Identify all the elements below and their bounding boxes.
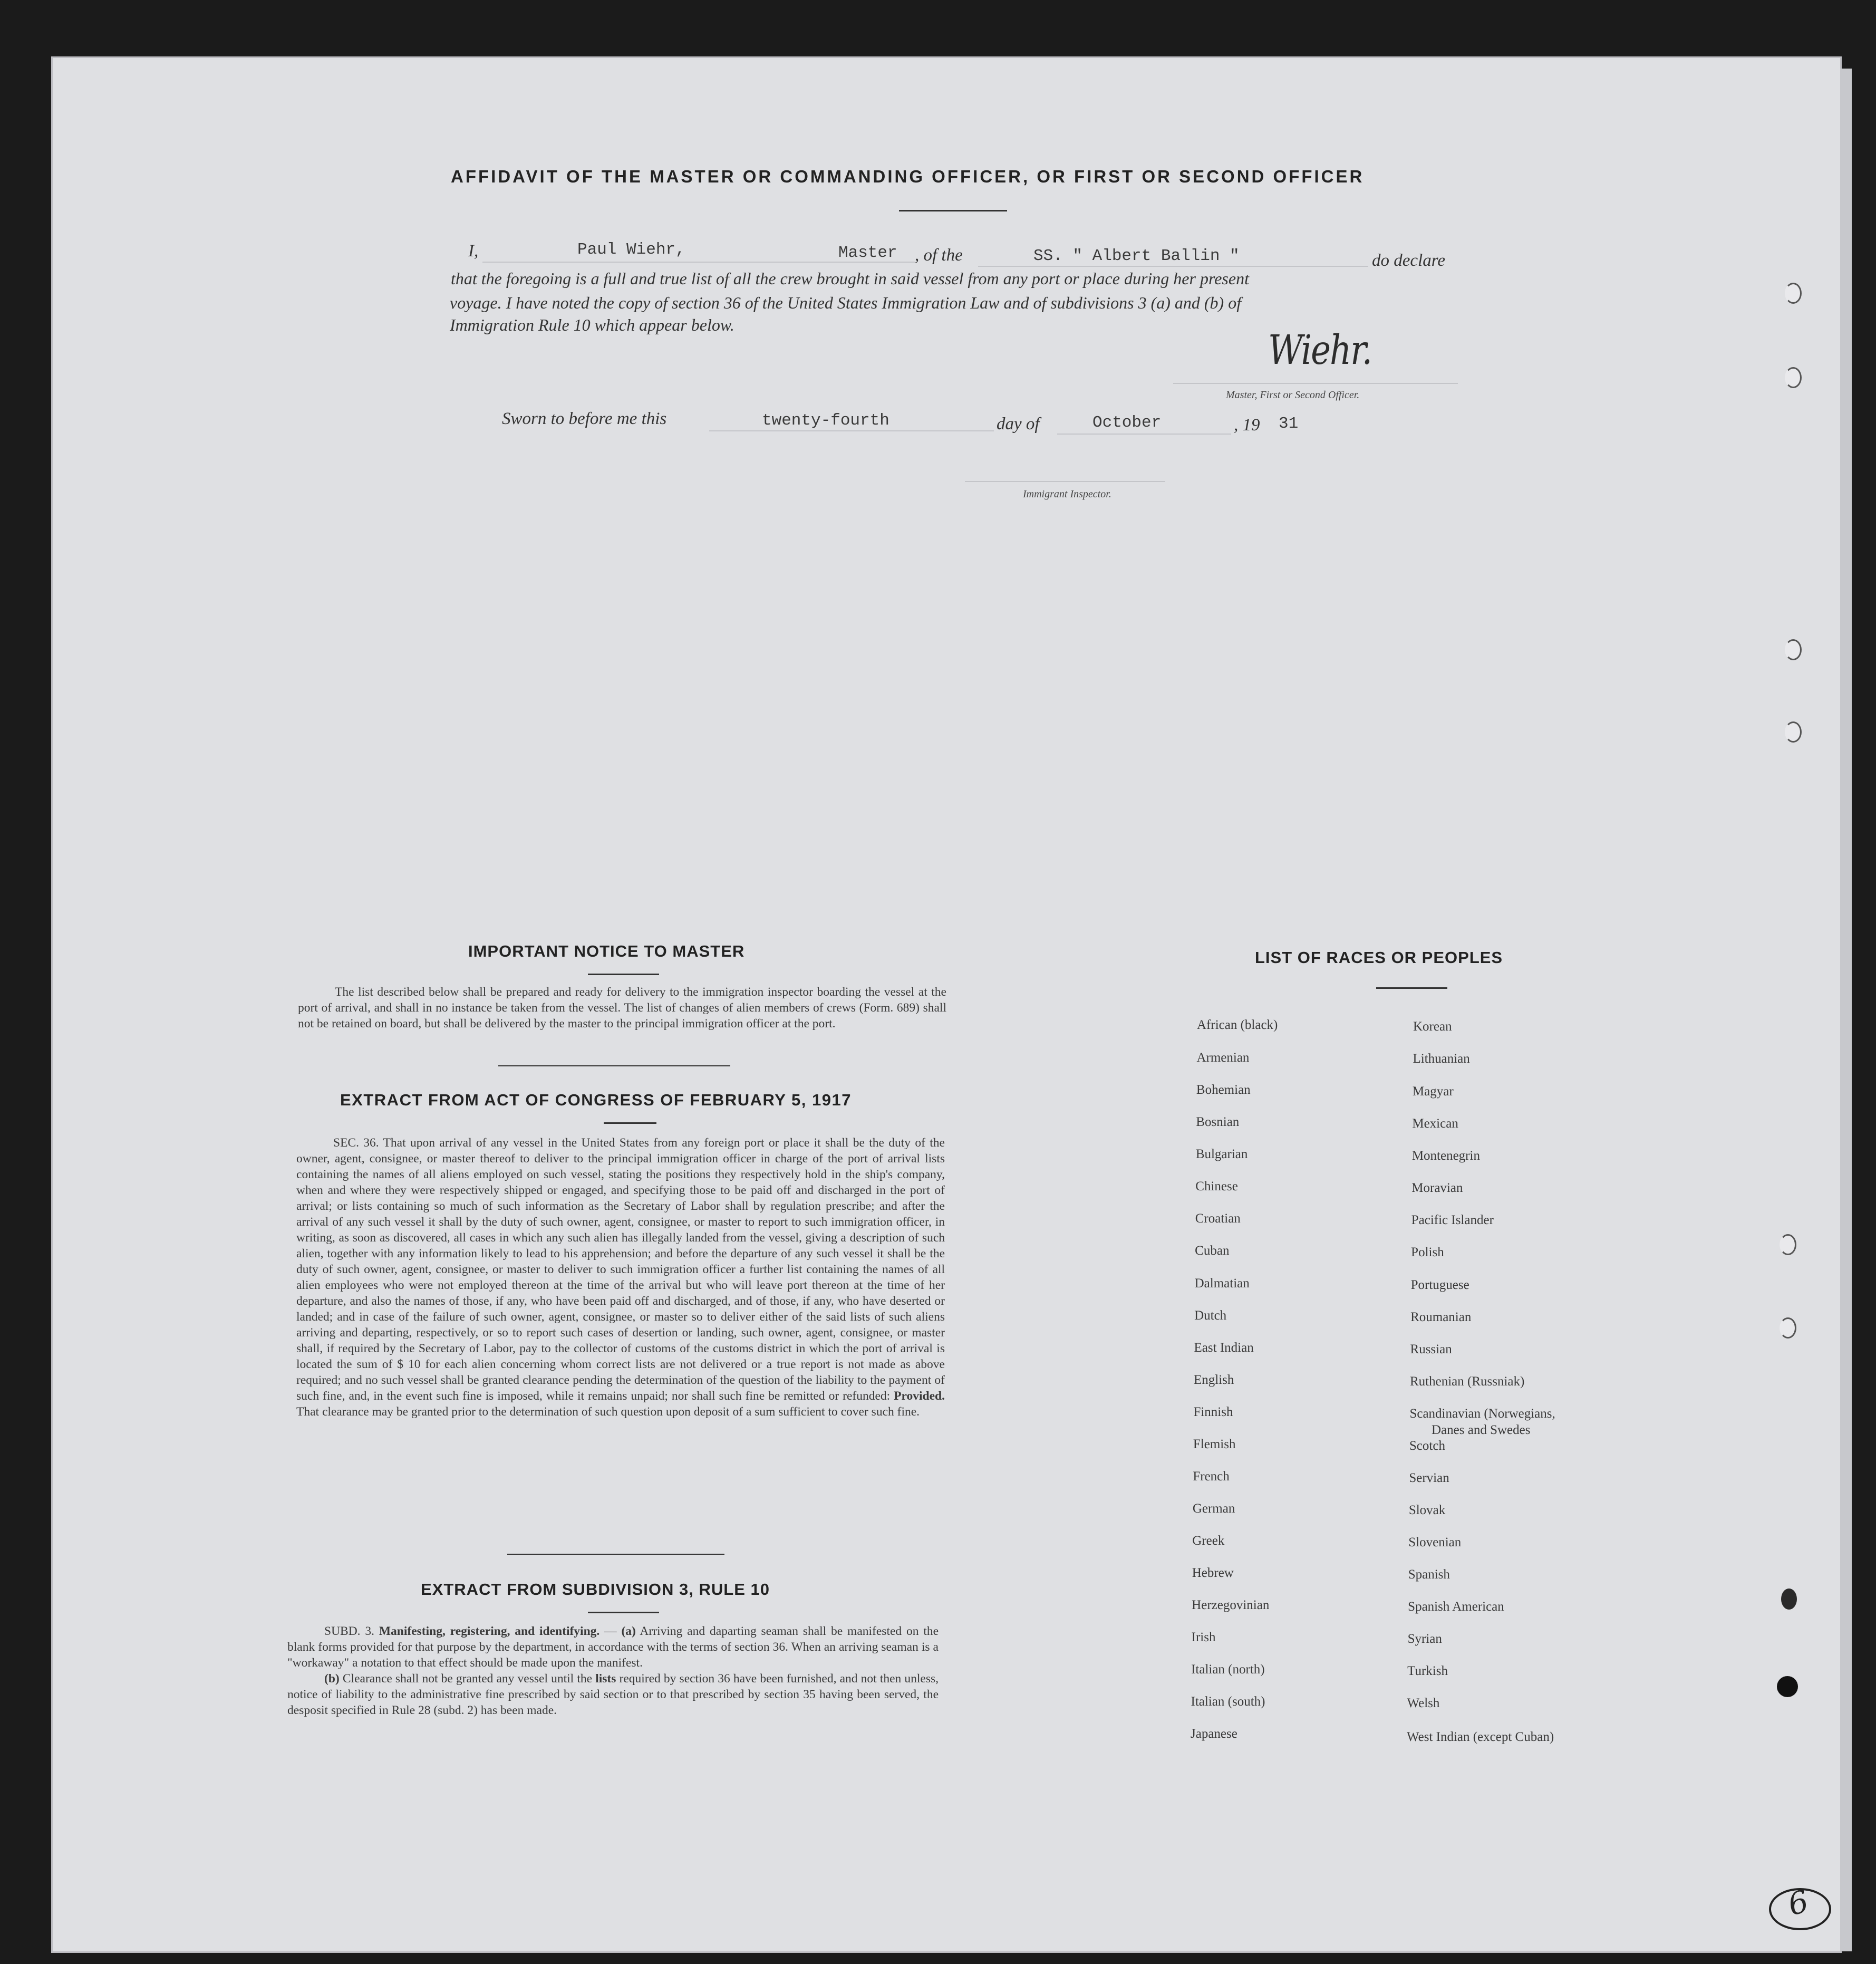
race-item: Mexican bbox=[1412, 1116, 1458, 1131]
race-item: Spanish American bbox=[1408, 1600, 1504, 1614]
race-item: Bohemian bbox=[1196, 1083, 1251, 1097]
affidavit-title: AFFIDAVIT OF THE MASTER OR COMMANDING OFFICER, OR FIRST OR SECOND OFFICER bbox=[451, 167, 1365, 186]
race-item: Russian bbox=[1410, 1342, 1452, 1356]
race-item: Ruthenian (Russniak) bbox=[1410, 1374, 1525, 1389]
race-item: Cuban bbox=[1195, 1244, 1230, 1258]
race-item: Welsh bbox=[1407, 1696, 1440, 1710]
binder-hole bbox=[1780, 1234, 1796, 1255]
affidavit-i: I, bbox=[468, 242, 479, 261]
race-item: Lithuanian bbox=[1413, 1052, 1470, 1066]
race-item: Dutch bbox=[1194, 1308, 1227, 1323]
race-item: Irish bbox=[1191, 1630, 1216, 1644]
race-item: Korean bbox=[1413, 1019, 1452, 1034]
race-item: Herzegovinian bbox=[1192, 1598, 1270, 1612]
race-item: Montenegrin bbox=[1411, 1149, 1480, 1163]
race-item: Greek bbox=[1192, 1534, 1225, 1548]
race-item: Japanese bbox=[1191, 1727, 1237, 1741]
race-item: Bulgarian bbox=[1195, 1147, 1248, 1161]
vessel-fill-line bbox=[978, 266, 1368, 267]
race-scandinavian-continued: Danes and Swedes bbox=[1432, 1423, 1531, 1437]
race-item: Dalmatian bbox=[1194, 1276, 1250, 1291]
page-number: 6 bbox=[1784, 1883, 1813, 1923]
race-item: West Indian (except Cuban) bbox=[1407, 1730, 1554, 1744]
act-end-rule bbox=[507, 1554, 724, 1555]
notice-title: IMPORTANT NOTICE TO MASTER bbox=[468, 942, 745, 960]
act-body: SEC. 36. That upon arrival of any vessel in the United States from any foreign port or place it shall be the duty of the owner, agent, consignee, or master thereof to deliver to the principal immigration officer in charge of the port of arrival lists containing the names of all aliens employed on such vessel, stating the positions they respectively hold in the ship's company, when and where they were respectively shipped or engaged, and specifying those to be paid off and discharged in the port of arrival; or lists containing so much of such information as the Secretary of Labor shall by regulation prescribe; and after the arrival of any such vessel it shall by the duty of such owner, agent, consignee, or master to report to such immigration officer, in writing, as soon as discovered, all cases in which any such alien has illegally landed from the vessel, giving a description of such alien, together with any information likely to lead to his apprehension; and before the departure of any such vessel it shall be the duty of such owner, agent, consignee, or master to deliver to such immigration officer a further list containing the names of all alien employees who were not employed thereon at the time of the arrival but who will leave port thereon at the time of her departure, and also the names of those, if any, who have been paid off and discharged, and of those, if any, who have deserted or landed; and in case of the failure of such owner, agent, consignee, or master so to deliver either of the said lists of such aliens arriving and departing, respectively, or so to report such cases of desertion or landing, such owner, agent, consignee, or master shall, if required by the Secretary of Labor, pay to the collector of customs of the customs district in which the port of arrival is located the sum of $ 10 for each alien concerning whom correct lists are not delivered or a true report is not made as above required; and no such vessel shall be granted clearance pending the determination of the question of the liability to the payment of such fine, and, in the event such fine is imposed, while it remains unpaid; nor shall such fine be remitted or refunded: bbox=[296, 1136, 945, 1403]
race-item: Pacific Islander bbox=[1411, 1213, 1494, 1227]
race-item: Flemish bbox=[1193, 1437, 1236, 1451]
race-item: Bosnian bbox=[1196, 1115, 1240, 1129]
act-body-end: That clearance may be granted prior to the determination of such question upon deposit of a sum sufficient to cover such fine. bbox=[296, 1405, 920, 1419]
act-title: EXTRACT FROM ACT OF CONGRESS OF FEBRUARY 5, 1917 bbox=[340, 1091, 852, 1109]
race-item: Moravian bbox=[1411, 1181, 1463, 1195]
race-item: Scandinavian (Norwegians, bbox=[1409, 1407, 1555, 1421]
master-rank: Master bbox=[838, 244, 897, 262]
inspector-line bbox=[965, 481, 1165, 482]
subdivision-title: EXTRACT FROM SUBDIVISION 3, RULE 10 bbox=[421, 1580, 770, 1599]
master-signature: Wiehr. bbox=[1268, 327, 1372, 374]
master-name: Paul Wiehr, bbox=[577, 240, 685, 259]
races-title-rule bbox=[1376, 987, 1447, 989]
subdivision-text: SUBD. 3. Manifesting, registering, and identifying. — (a) Arriving and daparting seaman shall be manifested on the blank forms provided for that purpose by the department, in accordance with the terms of section 36. When an arriving seaman is a "workaway" a notation to that effect should be made upon the manifest. (b) Clearance shall not be granted any vessel until the lists required by section 36 have been furnished, and not then unless, notice of liability to the administrative fine prescribed by said section or to that prescribed by section 35 having been served, the desposit specified in Rule 28 (subd. 2) has been made. bbox=[287, 1624, 939, 1717]
binder-hole bbox=[1785, 639, 1802, 660]
punch-hole bbox=[1781, 1588, 1797, 1610]
act-provided: Provided. bbox=[894, 1389, 945, 1403]
race-item: Portuguese bbox=[1410, 1278, 1469, 1292]
race-item: Finnish bbox=[1193, 1405, 1233, 1419]
sworn-year: 31 bbox=[1279, 415, 1299, 433]
sworn-day: twenty-fourth bbox=[762, 411, 889, 430]
notice-title-rule bbox=[588, 974, 659, 975]
sworn-month: October bbox=[1092, 413, 1162, 432]
race-item: Italian (north) bbox=[1191, 1662, 1265, 1677]
race-item: English bbox=[1194, 1373, 1234, 1387]
races-title: LIST OF RACES OR PEOPLES bbox=[1255, 948, 1503, 967]
act-title-rule bbox=[604, 1122, 656, 1124]
race-item: Scotch bbox=[1409, 1439, 1445, 1453]
race-item: Croatian bbox=[1195, 1211, 1241, 1226]
binder-hole bbox=[1785, 367, 1802, 388]
race-item: Servian bbox=[1409, 1471, 1449, 1485]
race-item: German bbox=[1192, 1501, 1235, 1516]
race-item: Italian (south) bbox=[1191, 1695, 1265, 1709]
race-item: East Indian bbox=[1194, 1341, 1254, 1355]
vessel-name: SS. " Albert Ballin " bbox=[1033, 247, 1240, 265]
race-item: Spanish bbox=[1408, 1567, 1450, 1582]
race-item: Roumanian bbox=[1410, 1310, 1472, 1324]
binder-hole bbox=[1780, 1317, 1796, 1339]
affidavit-line-2: that the foregoing is a full and true list of all the crew brought in said vessel from any port or place during her present bbox=[451, 269, 1249, 288]
year-prefix: , 19 bbox=[1234, 416, 1260, 435]
of-the-text: , of the bbox=[915, 246, 963, 265]
race-item: Turkish bbox=[1407, 1664, 1448, 1678]
month-fill-line bbox=[1057, 434, 1231, 435]
inspector-caption: Immigrant Inspector. bbox=[1023, 488, 1111, 500]
punch-hole bbox=[1777, 1676, 1798, 1697]
race-item: Slovenian bbox=[1408, 1535, 1462, 1549]
notice-end-rule bbox=[498, 1065, 730, 1066]
day-fill-line bbox=[709, 430, 994, 431]
race-item: Hebrew bbox=[1192, 1566, 1234, 1580]
do-declare-text: do declare bbox=[1372, 251, 1445, 270]
signature-line bbox=[1173, 383, 1458, 384]
race-item: Syrian bbox=[1407, 1632, 1442, 1646]
race-item: Polish bbox=[1411, 1245, 1444, 1259]
race-item: Armenian bbox=[1196, 1051, 1250, 1065]
race-item: African (black) bbox=[1197, 1018, 1278, 1032]
race-item: French bbox=[1193, 1469, 1230, 1484]
race-item: Slovak bbox=[1408, 1503, 1446, 1517]
sworn-text: Sworn to before me this bbox=[502, 409, 667, 428]
affidavit-title-rule bbox=[899, 210, 1007, 211]
day-of-text: day of bbox=[997, 415, 1040, 434]
signature-caption: Master, First or Second Officer. bbox=[1226, 389, 1360, 401]
affidavit-line-3: voyage. I have noted the copy of section 36 of the United States Immigration Law and of subdivisions 3 (a) and (b) of bbox=[450, 293, 1242, 312]
subdivision-title-rule bbox=[588, 1612, 659, 1613]
page-edge bbox=[1840, 69, 1852, 1951]
affidavit-line-4: Immigration Rule 10 which appear below. bbox=[450, 315, 734, 334]
binder-hole bbox=[1785, 721, 1802, 743]
race-item: Magyar bbox=[1412, 1084, 1454, 1099]
notice-text: The list described below shall be prepared and ready for delivery to the immigration inspector boarding the vessel at the port of arrival, and shall in no instance be taken from the vessel. The list of changes of alien members of crews (Form. 689) shall not be retained on board, but shall be delivered by the master to the principal immigration officer at the port. bbox=[298, 985, 946, 1031]
act-text bbox=[296, 1135, 945, 1420]
race-item: Chinese bbox=[1195, 1179, 1238, 1193]
binder-hole bbox=[1785, 283, 1802, 304]
